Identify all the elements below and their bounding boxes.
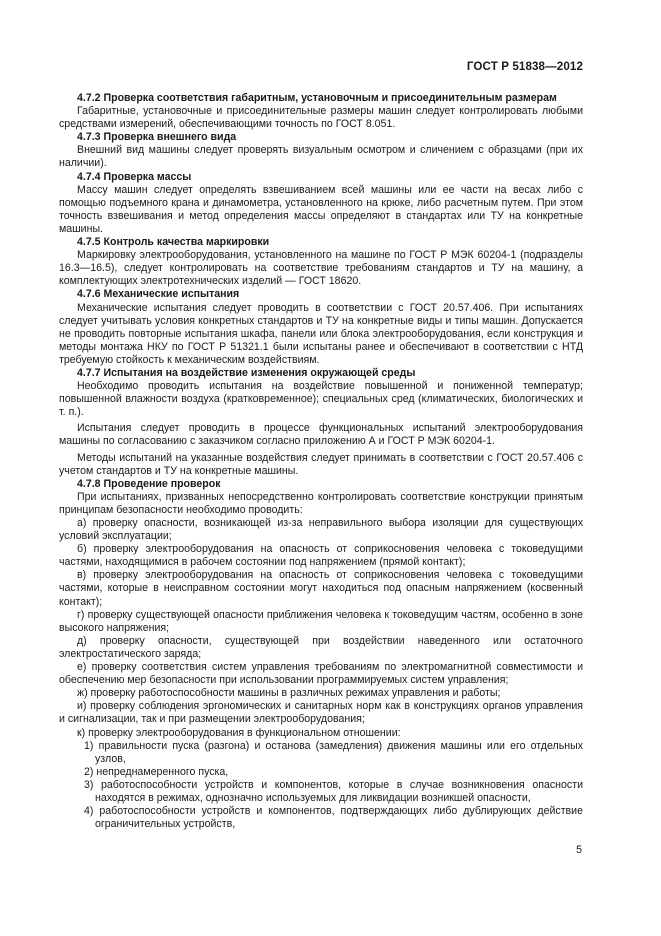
list-item: е) проверку соответствия систем управления требованиям по электромагнитной совместимости и обеспечению мер безопасности при использовании программируемых систем управления; bbox=[59, 661, 583, 687]
list-item: к) проверку электрооборудования в функциональном отношении: bbox=[77, 726, 401, 739]
paragraph: Необходимо проводить испытания на воздействие повышенной и пониженной температур; повышенной влажности воздуха (кратковременное); специальных сред (климатических, биологических и т. п.). bbox=[59, 380, 583, 419]
section-heading: 4.7.5 Контроль качества маркировки bbox=[77, 236, 270, 249]
section-heading: 4.7.2 Проверка соответствия габаритным, установочным и присоединительным размерам bbox=[77, 92, 557, 104]
numbered-item: 4) работоспособности устройств и компонентов, подтверждающих либо дублирующих действие ограничительных устройств, bbox=[84, 805, 583, 831]
paragraph: Маркировку электрооборудования, установленного на машине по ГОСТ Р МЭК 60204-1 (подразделы 16.3—16.5), следует контролировать на соответствие требованиям стандартов и ТУ на машину, а комплектующих электротехнических изделий — ГОСТ 18620. bbox=[59, 249, 583, 288]
paragraph: Испытания следует проводить в процессе функциональных испытаний электрооборудования машины по согласованию с заказчиком согласно приложению А и ГОСТ Р МЭК 60204-1. bbox=[59, 422, 583, 448]
paragraph: Габаритные, установочные и присоединительные размеры машин следует контролировать любыми средствами измерений, обеспечивающими точность по ГОСТ 8.051. bbox=[59, 105, 583, 131]
list-item: д) проверку опасности, существующей при воздействии наведенного или остаточного электростатического заряда; bbox=[59, 634, 583, 660]
section-heading: 4.7.8 Проведение проверок bbox=[77, 477, 221, 490]
paragraph: Механические испытания следует проводить в соответствии с ГОСТ 20.57.406. При испытаниях следует учитывать условия конкретных стандартов и ТУ на конкретные виды и типы машин. Допускается не проводить повторные испытания шкафа, панели или блока электрооборудования, если конструкция и методы монтажа НКУ по ГОСТ Р 51321.1 были испытаны ранее и обеспечивают в соответствии с НТД требуемую стойкость к механическим воздействиям. bbox=[59, 301, 583, 366]
document-header: ГОСТ Р 51838—2012 bbox=[466, 60, 583, 73]
numbered-item: 1) правильности пуска (разгона) и останова (замедления) движения машины или его отдельных узлов, bbox=[84, 739, 583, 765]
list-item: б) проверку электрооборудования на опасность от соприкосновения человека с токоведущими частями, находящимися в рабочем состоянии под напряжением (прямой контакт); bbox=[59, 543, 583, 569]
section-heading: 4.7.3 Проверка внешнего вида bbox=[77, 131, 237, 144]
paragraph: Методы испытаний на указанные воздействия следует принимать в соответствии с ГОСТ 20.57.406 с учетом стандартов и ТУ на конкретные машины. bbox=[59, 451, 583, 477]
section-4-7-5 bbox=[59, 236, 583, 288]
list-item: г) проверку существующей опасности приближения человека к токоведущим частям, особенно в зоне высокого напряжения; bbox=[59, 608, 583, 634]
section-4-7-3 bbox=[59, 131, 583, 170]
section-heading: 4.7.7 Испытания на воздействие изменения окружающей среды bbox=[77, 366, 416, 379]
paragraph: Массу машин следует определять взвешиванием всей машины или ее части на весах либо с помощью подъемного крана и динамометра, установленного на крюке, либо расчетным путем. При этом точность взвешивания и метод определения массы определяют в стандартах или ТУ на конкретные машины. bbox=[59, 183, 583, 235]
section-4-7-4 bbox=[59, 171, 583, 236]
paragraph: При испытаниях, призванных непосредственно контролировать соответствие конструкции принятым принципам безопасности необходимо проводить: bbox=[59, 490, 583, 516]
section-4-7-7 bbox=[59, 367, 583, 478]
numbered-item: 2) непреднамеренного пуска, bbox=[84, 765, 229, 778]
section-4-7-8 bbox=[59, 478, 583, 832]
paragraph: Внешний вид машины следует проверять визуальным осмотром и сличением с образцами (при их наличии). bbox=[59, 144, 583, 170]
page-number: 5 bbox=[576, 844, 582, 856]
list-item: в) проверку электрооборудования на опасность от соприкосновения человека с токоведущими частями, которые в неисправном состоянии могут находиться под опасным напряжением (косвенный контакт); bbox=[59, 569, 583, 608]
numbered-list bbox=[59, 740, 583, 832]
list-item: ж) проверку работоспособности машины в различных режимах управления и работы; bbox=[77, 687, 501, 700]
list-item: и) проверку соблюдения эргономических и санитарных норм как в конструкциях органов управления и сигнализации, так и при размещении электрооборудования; bbox=[59, 700, 583, 726]
check-list bbox=[59, 517, 583, 740]
section-4-7-6 bbox=[59, 288, 583, 367]
document-body bbox=[59, 92, 583, 831]
section-heading: 4.7.6 Механические испытания bbox=[77, 288, 240, 301]
section-heading: 4.7.4 Проверка массы bbox=[77, 170, 192, 183]
list-item: а) проверку опасности, возникающей из-за неправильного выбора изоляции для существующих условий эксплуатации; bbox=[59, 517, 583, 543]
numbered-item: 3) работоспособности устройств и компонентов, которые в случае возникновения опасности находятся в режимах, однозначно используемых для ликвидации возникшей опасности, bbox=[84, 778, 583, 804]
section-4-7-2 bbox=[59, 92, 583, 131]
